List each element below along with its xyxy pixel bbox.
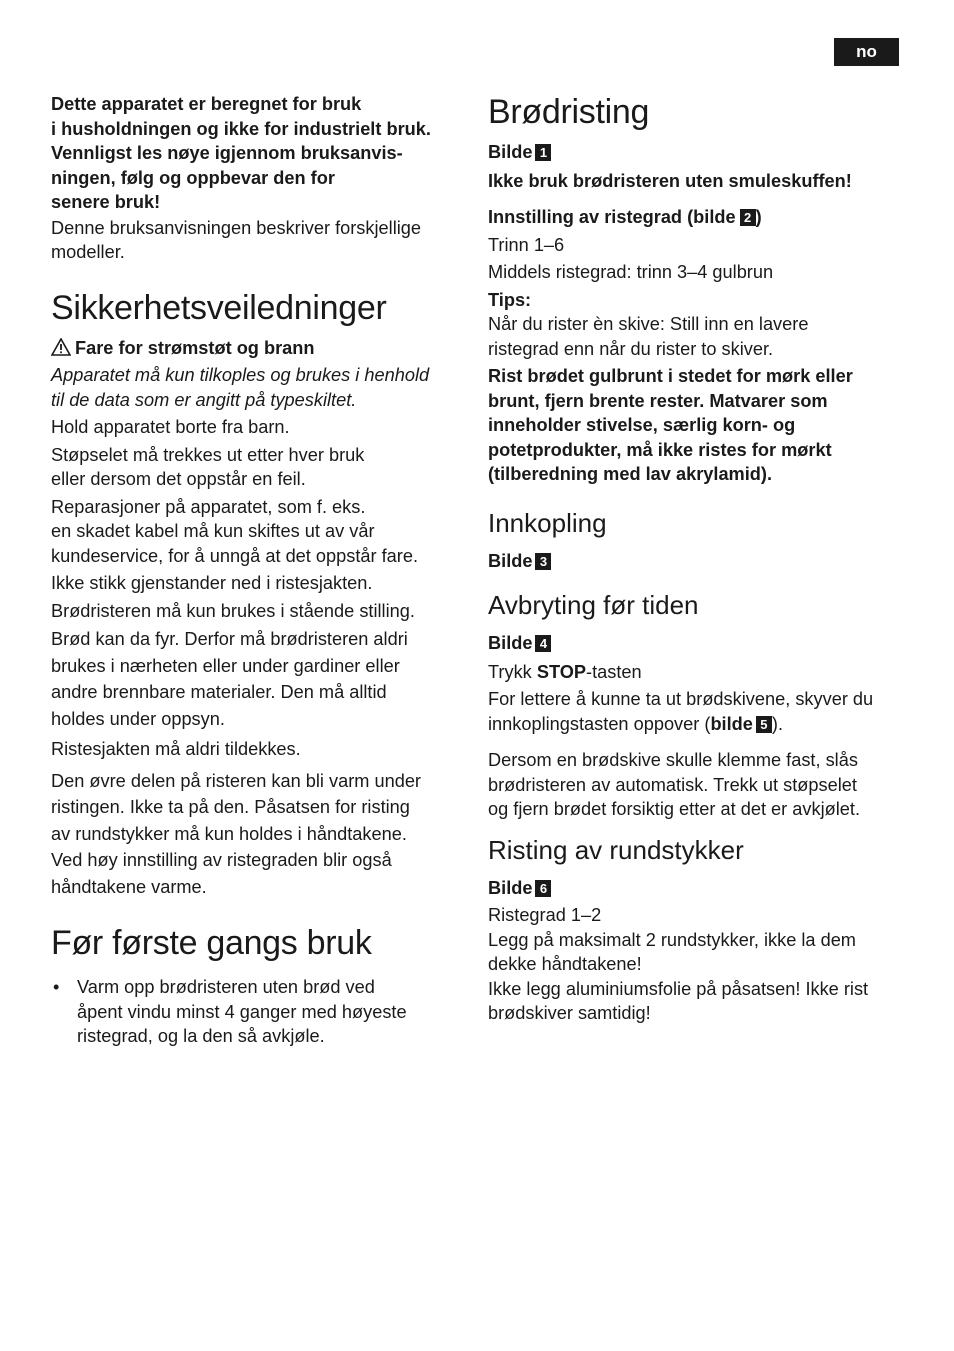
rolls-line: Ristegrad 1–2 (488, 905, 602, 925)
warning-italic (51, 363, 471, 412)
lift-text-pre: innkoplingstasten oppover ( (488, 713, 711, 734)
bold-warning-line: brunt, fjern brente rester. Matvarer som (488, 390, 828, 411)
lift-text-line: For lettere å kunne ta ut brødskivene, skyver du (488, 689, 874, 709)
safety-para (51, 626, 471, 732)
safety-line: av rundstykker må kun holdes i håndtakene. (51, 823, 407, 844)
safety-para (51, 443, 471, 492)
bilde-label: Bilde (488, 142, 533, 162)
intro-line: Dette apparatet er beregnet for bruk (51, 94, 362, 114)
intro-regular (51, 216, 471, 265)
rolls-line: brødskiver samtidig! (488, 1003, 651, 1023)
safety-para (51, 768, 471, 901)
bilde-label: Bilde (488, 633, 533, 653)
safety-para: Ikke stikk gjenstander ned i ristesjakten. (51, 573, 373, 593)
bilde-label: Bilde (488, 550, 533, 571)
figure-number-badge: 6 (535, 880, 551, 897)
list-item (51, 975, 471, 1049)
intro-line: Denne bruksanvisningen beskriver forskjellige (51, 217, 422, 238)
tips-line: ristegrad enn når du rister to skiver. (488, 338, 774, 359)
figure-ref (488, 140, 908, 165)
steps-text: Trinn 1–6 (488, 234, 565, 255)
jam-line: og fjern brødet forsiktig etter at det er avkjølet. (488, 799, 860, 819)
figure-number-badge: 2 (740, 209, 756, 226)
figure-number-badge: 3 (535, 553, 551, 570)
cancel-heading: Avbryting før tiden (488, 590, 699, 620)
safety-para: Brødristeren må kun brukes i stående stilling. (51, 600, 415, 621)
safety-line: brukes i nærheten eller under gardiner eller (51, 655, 400, 676)
safety-para (51, 495, 471, 569)
first-use-heading: Før første gangs bruk (51, 924, 372, 962)
warning-title (51, 336, 471, 361)
medium-text: Middels ristegrad: trinn 3–4 gulbrun (488, 262, 774, 282)
safety-para: Hold apparatet borte fra barn. (51, 417, 290, 437)
list-line: Varm opp brødristeren uten brød ved (77, 977, 375, 997)
safety-line: Støpselet må trekkes ut etter hver bruk (51, 444, 365, 465)
figure-number-badge: 4 (535, 635, 551, 652)
intro-bold (51, 92, 471, 215)
safety-line: håndtakene varme. (51, 876, 207, 897)
rolls-heading: Risting av rundstykker (488, 834, 744, 865)
toasting-heading: Brødristing (488, 93, 650, 131)
intro-line: i husholdningen og ikke for industrielt bruk. (51, 118, 431, 139)
warning-line: til de data som er angitt på typeskiltet. (51, 389, 357, 410)
rolls-line: Ikke legg aluminiumsfolie på påsatsen! Ikke rist (488, 978, 869, 999)
warning-line: Apparatet må kun tilkoples og brukes i henhold (51, 365, 430, 385)
jam-line: Dersom en brødskive skulle klemme fast, slås (488, 750, 858, 770)
safety-para: Ristesjakten må aldri tildekkes. (51, 739, 301, 759)
figure-ref (488, 876, 908, 901)
figure-number-badge: 5 (756, 716, 772, 733)
jam-text (488, 748, 908, 822)
safety-line: Ved høy innstilling av ristegraden blir også (51, 850, 392, 870)
safety-line: kundeservice, for å unngå at det oppstår fare. (51, 545, 419, 566)
bullet-icon: • (53, 977, 60, 997)
warning-title-text: Fare for strømstøt og brann (75, 337, 315, 358)
list-line: ristegrad, og la den så avkjøle. (77, 1026, 325, 1046)
lift-bilde: bilde (710, 713, 753, 734)
intro-line: senere bruk! (51, 192, 161, 212)
bold-warning-line: potetprodukter, må ikke ristes for mørkt (488, 439, 832, 460)
jam-line: brødristeren av automatisk. Trekk ut støpselet (488, 774, 857, 795)
figure-ref (488, 631, 908, 656)
safety-line: en skadet kabel må kun skiftes ut av vår (51, 521, 375, 541)
bold-warning-line: inneholder stivelse, særlig korn- og (488, 415, 796, 435)
safety-line: ristingen. Ikke ta på den. Påsatsen for risting (51, 797, 410, 817)
tips-label: Tips: (488, 289, 532, 310)
setting-title-close: ) (755, 207, 762, 227)
press-stop-text (488, 660, 908, 685)
rolls-line: Legg på maksimalt 2 rundstykker, ikke la dem (488, 929, 856, 950)
bold-warning-line: Rist brødet gulbrunt i stedet for mørk eller (488, 366, 853, 386)
switch-on-heading: Innkopling (488, 507, 607, 538)
intro-line: Vennligst les nøye igjennom bruksanvis- (51, 143, 403, 163)
safety-line: eller dersom det oppstår en feil. (51, 469, 306, 489)
first-use-list (51, 975, 471, 1049)
safety-line: holdes under oppsyn. (51, 708, 225, 729)
left-column (51, 92, 471, 1049)
lift-text-post: ). (771, 713, 784, 734)
rolls-line: dekke håndtakene! (488, 954, 642, 974)
language-badge: no (834, 38, 899, 66)
list-line: åpent vindu minst 4 ganger med høyeste (77, 1001, 407, 1022)
bold-warning-line: (tilberedning med lav akrylamid). (488, 464, 773, 484)
setting-title-text: Innstilling av ristegrad (bilde (488, 207, 736, 227)
setting-title (488, 205, 908, 230)
rolls-text (488, 903, 908, 1026)
bold-warning (488, 364, 908, 487)
warning-triangle-icon (51, 338, 71, 356)
safety-line: Reparasjoner på apparatet, som f. eks. (51, 496, 366, 517)
press-post: -tasten (586, 661, 642, 682)
right-column (488, 92, 908, 1026)
safety-line: andre brennbare materialer. Den må alltid (51, 682, 387, 702)
figure-number-badge: 1 (535, 144, 551, 161)
crumb-tray-warning: Ikke bruk brødristeren uten smuleskuffen! (488, 170, 852, 191)
intro-line: modeller. (51, 242, 125, 262)
safety-heading: Sikkerhetsveiledninger (51, 288, 387, 327)
figure-ref (488, 549, 908, 574)
tips-line: Når du rister èn skive: Still inn en lavere (488, 314, 809, 334)
stop-key-label: STOP (536, 661, 587, 682)
lift-text-line (488, 712, 908, 737)
safety-line: Brød kan da fyr. Derfor må brødristeren aldri (51, 629, 408, 649)
intro-line: ningen, følg og oppbevar den for (51, 167, 335, 188)
bilde-label: Bilde (488, 877, 533, 898)
press-pre: Trykk (488, 661, 537, 682)
safety-line: Den øvre delen på risteren kan bli varm under (51, 770, 421, 791)
